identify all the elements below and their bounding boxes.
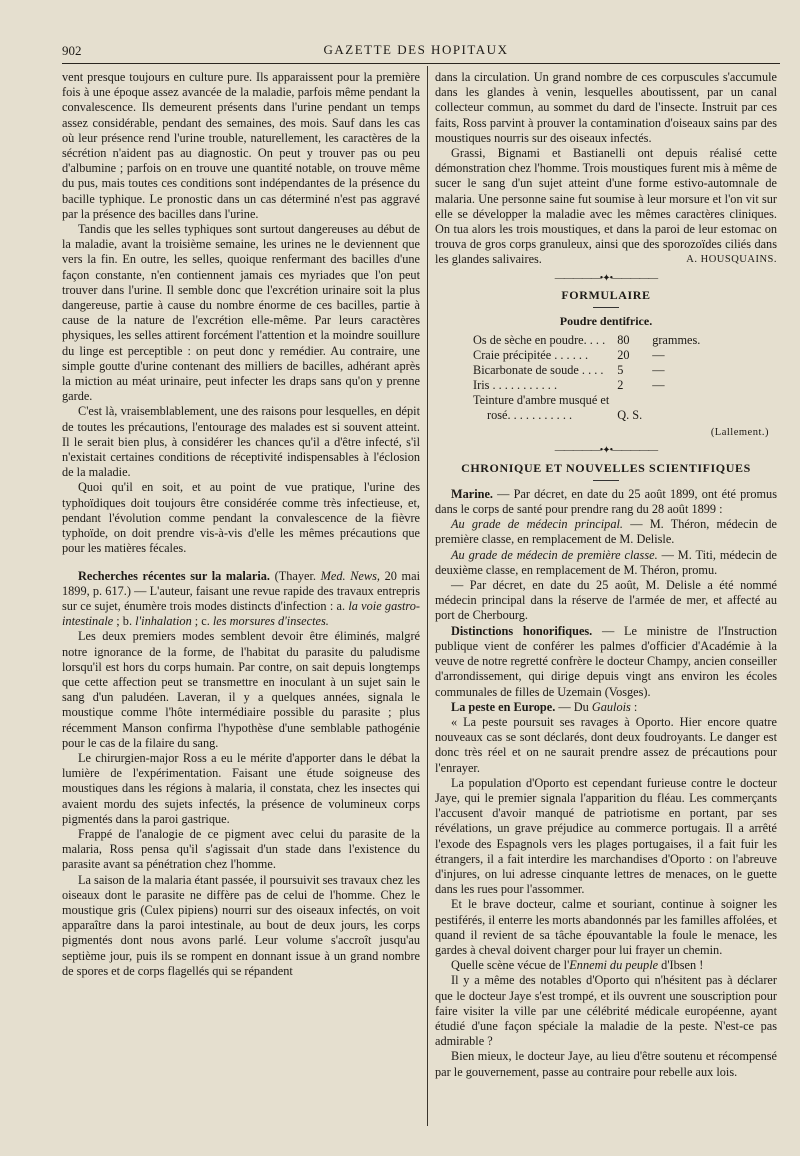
ornament-divider: —————•✦•—————	[554, 272, 658, 284]
paragraph: Frappé de l'analogie de ce pigment avec celui du parasite de la malaria, Ross pensa qu'il s'agissait d'un stade dans l'existence du parasite avant sa pénétration chez l'homme.	[62, 826, 420, 872]
journal-reference: Med. News,	[320, 568, 380, 583]
short-rule	[593, 480, 619, 481]
paragraph: dans la circulation. Un grand nombre de ces corpuscules s'accumule dans les glandes à venin, lesquelles aboutissent, par un canal collecteur commun, au sommet du dard de l'insecte. Instruit par ces faits, Ross parvint à prouver la contamination d'oiseaux sains par des moustiques nourris sur des oiseaux infectés.	[435, 70, 777, 145]
paragraph: La saison de la malaria étant passée, il poursuivit ses travaux chez les oiseaux dont le parasite ne diffère pas de celui de l'homme. Chez le moustique gris (Culex pipiens) nourri sur des oiseaux infectés, on voit apparaître dans la paroi intestinale, au bout de deux jours, les corps pigmentés dont nous avons parlé. Leur volume s'accroît jusqu'au septième jour, puis ils se rompent en donnant issue à un grand nombre de spores et de corps flagellés qui se répandent	[62, 872, 420, 978]
news-distinctions: Distinctions honorifiques. — Le ministre de l'Instruction publique vient de conférer les palmes d'officier d'Académie à la veuve de notre regretté confrère le docteur Champy, ancien conseiller d'arrondissement, qui dirige depuis vingt ans environ les écoles communales de filles de Uzemain (Vosges).	[435, 623, 777, 699]
quote-paragraph: La population d'Oporto est cependant furieuse contre le docteur Jaye, qui le premier signala l'apparition du fléau. Les commerçants l'accusent d'avoir manqué de patriotisme en portant, par ses révélations, un grave préjudice au commerce portugais. Il a arrêté l'exode des Espagnols vers les plages portugaises, il a fait fuir les étrangers, il a fait interdire les marchandises d'Oporto : on l'abreuve d'injures, on lui adresse cinquante lettres de menaces, on le guette dans les rues pour l'assommer.	[435, 775, 777, 897]
article-malaria-intro: Recherches récentes sur la malaria. (Thayer. Med. News, 20 mai 1899, p. 617.) — L'auteur, faisant une revue rapide des travaux entrepris sur ce sujet, énumère trois modes distincts d'infection : a. la voie gastro-intestinale ; b. l'inhalation ; c. les morsures d'insectes.	[62, 568, 420, 629]
quote-paragraph: Bien mieux, le docteur Jaye, au lieu d'être soutenu et récompensé par le gouvernement, passe au contraire pour rebelle aux lois.	[435, 1049, 777, 1079]
quote-paragraph: Quelle scène vécue de l'Ennemi du peuple d'Ibsen !	[451, 958, 704, 973]
running-header	[62, 40, 770, 62]
page-number: 902	[62, 43, 82, 58]
short-rule	[593, 307, 619, 308]
recipe-row: Craie précipitée . . . . . . 20 —	[473, 348, 665, 363]
recipe-table	[473, 333, 700, 423]
news-grade: Au grade de médecin principal. — M. Théron, médecin de première classe, en remplacement de M. Delisle.	[435, 517, 777, 547]
quote-paragraph: Et le brave docteur, calme et souriant, continue à soigner les pestiférés, il enterre les morts abandonnés par les familles affolées, et quand il revient de sa tâche épouvantable la foule le menace, les gardes à cheval doivent charger pour lui frayer un chemin.	[435, 897, 777, 957]
recipe-signature: (Lallement.)	[710, 427, 769, 439]
recipe-row: Iris . . . . . . . . . . . 2 —	[473, 378, 665, 393]
author-signature: A. HOUSQUAINS.	[686, 254, 777, 266]
paragraph: Quoi qu'il en soit, et au point de vue pratique, l'urine des typhoïdiques doit toujours être considérée comme très infectieuse, et, pendant l'évolution comme pendant la convalescence de la fièvre typhoïde, on doit prendre vis-à-vis d'elle les mêmes précautions que pour les matières fécales.	[62, 480, 420, 556]
recipe-row: rosé. . . . . . . . . . . Q. S.	[487, 408, 643, 423]
news-marine: Marine. — Par décret, en date du 25 août 1899, ont été promus dans le corps de santé pour prendre rang du 28 août 1899 :	[435, 486, 777, 517]
news-grade: Au grade de médecin de première classe. — M. Titi, médecin de deuxième classe, en remplacement de M. Théron, promu.	[435, 547, 777, 577]
paragraph: Tandis que les selles typhiques sont surtout dangereuses au début de la maladie, avant la troisième semaine, les urines ne le deviennent que vers la fin. En outre, les selles, quoique renfermant des bacilles d'une façon constante, n'en contiennent jamais ces myriades que l'on peut trouver dans l'urine. Il semble donc que l'excrétion urinaire soit la plus dangereuse, partie à cause du nombre énorme de ces bacilles, partie à cause de la nature de l'excrétion elle-même. Par leurs caractères physiques, les selles attirent forcément l'attention et la moindre souillure du linge est perceptible : on peut donc y remédier. Au contraire, une simple goutte d'urine contenant des milliers de bacilles, adhérant après la miction au méat urinaire, peut infecter les draps sans qu'on y prenne garde.	[62, 222, 420, 404]
header-rule	[62, 63, 780, 64]
paragraph: C'est là, vraisemblablement, une des raisons pour lesquelles, en dépit de toutes les précautions, l'entourage des malades est si souvent atteint. Il le serait bien plus, à considérer les chances qu'il a d'être infecté, s'il n'existait certaines conditions de réceptivité indispensables à l'éclosion de la maladie.	[62, 404, 420, 480]
paragraph: Grassi, Bignami et Bastianelli ont depuis réalisé cette démonstration chez l'homme. Trois moustiques furent mis à même de sucer le sang d'un sujet atteint d'une forme estivo-automnale de malaria. Une personne saine fut soumise à leur morsure et l'on vit sur elle se développer la maladie avec les mêmes caractères cliniques. On tua alors les trois moustiques, et dans la paroi de leur estomac on trouva de gros corps granuleux, ainsi que des sporozoïdes ciliés dans les glandes salivaires. A. HOUSQUAINS.	[435, 146, 777, 267]
article-title: Recherches récentes sur la malaria.	[78, 568, 270, 583]
news-peste: La peste en Europe. — Du Gaulois :	[451, 699, 638, 714]
left-column	[62, 70, 420, 979]
journal-title: GAZETTE DES HOPITAUX	[323, 42, 509, 57]
ornament-divider: —————•✦•—————	[554, 445, 658, 457]
paragraph: Le chirurgien-major Ross a eu le mérite d'apporter dans le débat la lumière de l'expérimentation. Faisant une étude soigneuse des moustiques dans les régions à malaria, il constata, chez les insectes qui avaient mordu des sujets infectés, la présence de volumineux corps pigmentés dans la paroi gastrique.	[62, 750, 420, 826]
paragraph: vent presque toujours en culture pure. Ils apparaissent pour la première fois à une époque assez avancée de la maladie, parfois même pendant la convalescence. Ils demeurent présents dans l'urine pendant un temps assez considérable, pendant des semaines, des mois. Sauf dans les cas où leur présence rend l'urine trouble, naturellement, les caractères de la sécrétion n'aident pas au diagnostic. On peut y trouver pas ou peu d'albumine ; parfois on en trouve une quantité notable, on trouve même du pus, mais toutes ces conditions sont indépendantes de la présence du bacille typhique. Le pronostic dans un cas déterminé n'est pas aggravé par la présence des bacilles dans l'urine.	[62, 70, 420, 221]
recipe-row: Os de sèche en poudre. . . . 80 grammes.	[473, 333, 701, 348]
recipe-row: Teinture d'ambre musqué et	[473, 393, 610, 408]
quote-paragraph: Il y a même des notables d'Oporto qui n'hésitent pas à déclarer que le docteur Jaye s'est trompé, et ils ouvrent une souscription pour faire visiter la ville par une célébrité médicale européenne, ayant étudié d'une façon spéciale la maladie de la peste. N'est-ce pas admirable ?	[435, 973, 777, 1049]
section-title-chronique: CHRONIQUE ET NOUVELLES SCIENTIFIQUES	[461, 460, 751, 475]
paragraph: — Par décret, en date du 25 août, M. Delisle a été nommé médecin principal dans la réserve de l'armée de mer, et affecté au port de Cherbourg.	[435, 578, 777, 623]
quote-paragraph: « La peste poursuit ses ravages à Oporto. Hier encore quatre nouveaux cas se sont déclarés, dont deux foudroyants. Le danger est donc très réel et on ne saurait prendre assez de précautions pour l'enrayer.	[435, 714, 777, 775]
section-title-formulaire: FORMULAIRE	[561, 287, 651, 302]
paragraph: Les deux premiers modes semblent devoir être éliminés, malgré notre ignorance de la forme, de l'habitat du parasite du paludisme lorsqu'il est hors du corps humain. Par contre, on sait depuis longtemps que cette affection peut se transmettre en inoculant à un sujet sain le sang d'un paludéen. Laveran, il y a quelques années, signala le moustique comme l'hôte intermédiaire possible du parasite ; plus récemment Manson confirma l'hypothèse d'une semblable pathogénie pour le cas de la filaire du sang.	[62, 629, 420, 750]
column-divider	[427, 66, 428, 1126]
recipe-title: Poudre dentifrice.	[559, 314, 653, 329]
recipe-row: Bicarbonate de soude . . . . 5 —	[473, 363, 665, 378]
right-column	[435, 70, 777, 1080]
